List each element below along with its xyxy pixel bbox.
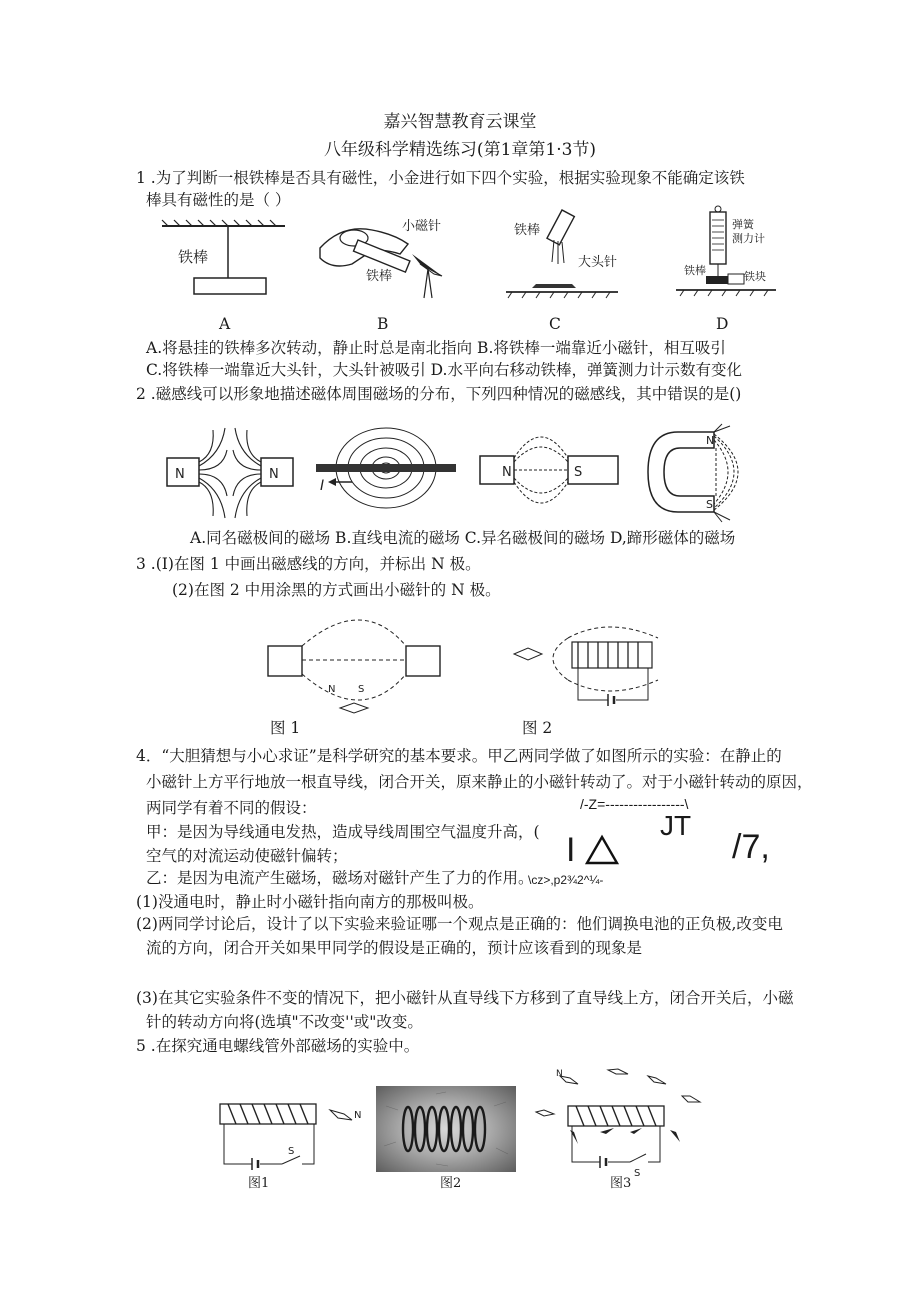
q4-line6: 乙：是因为电流产生磁场，磁场对磁针产生了力的作用。 xyxy=(146,869,534,887)
q1-option-line2: C.将铁棒一端靠近大头针，大头针被吸引 D.水平向右移动铁棒，弹簧测力计示数有变化 xyxy=(146,361,742,379)
page-title: 嘉兴智慧教育云课堂 xyxy=(383,112,537,132)
q3-fig1-caption: 图 1 xyxy=(270,719,301,737)
q5-fig1-needle-n: N xyxy=(354,1110,362,1121)
q1d-spring-scale-label-2: 测力计 xyxy=(732,232,765,245)
q2-figure-b xyxy=(312,420,462,520)
q5-fig3-switch-label: S xyxy=(634,1168,641,1176)
q5-fig1-switch-label: S xyxy=(288,1146,295,1157)
q4-figure-text-2b: JT xyxy=(660,810,692,841)
q3-figure-1 xyxy=(262,608,462,716)
triangle-icon xyxy=(584,834,620,866)
q4-figure-text-3: \cz>,p2¾2^¼- xyxy=(528,873,604,887)
q1-figure-d xyxy=(676,204,786,304)
q4-line1: 4．“大胆猜想与小心求证”是科学研究的基本要求。甲乙两同学做了如图所示的实验：在静止的 xyxy=(136,747,782,765)
q4-sub2-line1: (2)两同学讨论后，设计了以下实验来验证哪一个观点是正确的：他们调换电池的正负极,改变电 xyxy=(136,915,783,933)
q4-sub3-line2: 针的转动方向将(选填"不改变''或"改变。 xyxy=(146,1013,423,1031)
q4-line3: 两同学有着不同的假设： xyxy=(146,799,317,817)
q2-figure-c xyxy=(478,422,628,522)
q2-figure-d xyxy=(642,422,762,526)
q1-letter-d: D xyxy=(716,315,729,333)
q1a-iron-bar-label: 铁棒 xyxy=(178,248,209,266)
q1-figure-b xyxy=(312,214,462,314)
q1-stem-line1: 1 .为了判断一根铁棒是否具有磁性，小金进行如下四个实验，根据实验现象不能确定该铁 xyxy=(136,169,745,187)
q3-stem1: 3 .(I)在图 1 中画出磁感线的方向，并标出 N 极。 xyxy=(136,555,481,573)
q2c-s-label: S xyxy=(574,465,583,480)
q1-letter-b: B xyxy=(377,315,389,333)
q2d-n-label: N xyxy=(706,434,715,447)
q4-line2: 小磁针上方平行地放一根直导线，闭合开关，原来静止的小磁针转动了。对于小磁针转动的原因， xyxy=(146,773,813,791)
q5-fig2-caption: 图2 xyxy=(440,1176,462,1191)
q1d-iron-block-label: 铁块 xyxy=(744,270,766,283)
q2-figure-a xyxy=(165,424,295,524)
q2-stem: 2 .磁感线可以形象地描述磁体周围磁场的分布，下列四种情况的磁感线，其中错误的是() xyxy=(136,385,742,403)
q4-figure-text-2a: I xyxy=(566,831,576,869)
q1c-pins-label: 大头针 xyxy=(578,255,618,270)
q3-fig1-needle-n: N xyxy=(328,684,336,695)
q2c-n-label: N xyxy=(502,465,512,480)
q4-figure-text-2c: /7, xyxy=(732,828,770,866)
q2a-n-right: N xyxy=(269,467,279,482)
q4-line5: 空气的对流运动使磁针偏转； xyxy=(146,847,348,865)
q1b-iron-bar-label: 铁棒 xyxy=(366,269,393,284)
q1b-needle-label: 小磁针 xyxy=(402,219,442,234)
q5-figure-2-iron-filings-photo xyxy=(376,1086,516,1172)
q1-letter-a: A xyxy=(219,315,231,333)
q5-stem: 5 .在探究通电螺线管外部磁场的实验中。 xyxy=(136,1037,420,1055)
q4-sub2-line2: 流的方向，闭合开关如果甲同学的假设是正确的，预计应该看到的现象是 xyxy=(146,939,643,957)
q1d-iron-bar-label: 铁棒 xyxy=(684,264,706,277)
page-subtitle: 八年级科学精选练习(第1章第1·3节) xyxy=(323,140,597,160)
q4-sub1: (1)没通电时，静止时小磁针指向南方的那极叫极。 xyxy=(136,893,484,911)
q3-figure-2 xyxy=(508,608,668,712)
q3-stem2: (2)在图 2 中用涂黑的方式画出小磁针的 N 极。 xyxy=(172,581,501,599)
q1d-spring-scale-label-1: 弹簧 xyxy=(732,218,754,231)
q2-options: A.同名磁极间的磁场 B.直线电流的磁场 C.异名磁极间的磁场 D,蹄形磁体的磁场 xyxy=(190,529,736,547)
q1-figure-c xyxy=(506,208,626,308)
q4-line4: 甲：是因为导线通电发热，造成导线周围空气温度升高，( xyxy=(146,823,540,841)
q1-stem-line2: 棒具有磁性的是（ ） xyxy=(146,191,291,209)
q2d-s-label: S xyxy=(706,498,713,511)
q3-fig2-caption: 图 2 xyxy=(522,719,553,737)
q3-fig1-needle-s: S xyxy=(358,684,365,695)
q5-figure-3 xyxy=(530,1066,720,1176)
q5-fig3-caption: 图3 xyxy=(610,1176,632,1191)
q4-figure-text-1: /-Z=-----------------\ xyxy=(580,796,689,812)
q4-sub3-line1: (3)在其它实验条件不变的情况下，把小磁针从直导线下方移到了直导线上方，闭合开关后，小磁 xyxy=(136,989,794,1007)
q2b-current-label: I xyxy=(320,478,325,494)
q1-letter-c: C xyxy=(549,315,561,333)
q1-option-line1: A.将悬挂的铁棒多次转动，静止时总是南北指向 B.将铁棒一端靠近小磁针，相互吸引 xyxy=(146,339,726,357)
q5-fig1-caption: 图1 xyxy=(248,1176,270,1191)
q1c-iron-bar-label: 铁棒 xyxy=(514,223,541,238)
q5-figure-1 xyxy=(210,1096,370,1176)
q5-fig3-needle-n: N xyxy=(556,1069,563,1079)
q2a-n-left: N xyxy=(175,467,185,482)
q1-figure-a xyxy=(160,218,290,318)
